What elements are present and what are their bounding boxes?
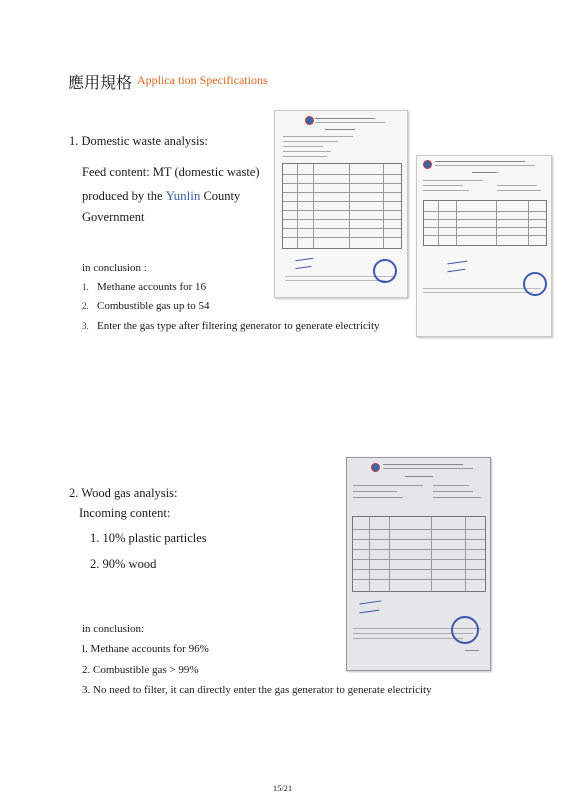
section1-item-2: 2. Combustible gas up to 54 (82, 300, 210, 312)
section2-item-2: 2. Combustible gas > 99% (82, 664, 199, 676)
official-seal-icon (373, 259, 397, 283)
report-table (352, 516, 486, 592)
section2-content-2: 2. 90% wood (90, 557, 157, 571)
section2-incoming-label: Incoming content: (79, 506, 171, 520)
signature (295, 260, 312, 269)
produced-suffix: County (200, 189, 241, 203)
official-seal-icon (451, 616, 479, 644)
lab-logo-icon (371, 463, 380, 472)
test-report-image-2 (416, 155, 552, 337)
page-title-chinese: 應用規格 (68, 73, 133, 92)
lab-logo-icon (423, 160, 432, 169)
report-table (423, 200, 547, 246)
section1-conclusion-label: in conclusion : (82, 262, 147, 274)
page-title-english: Applica tion Specifications (137, 73, 268, 87)
produced-prefix: produced by the (82, 189, 166, 203)
section2-heading: 2. Wood gas analysis: (69, 486, 178, 500)
section2-content-1: 1. 10% plastic particles (90, 531, 207, 545)
section1-produced-line (82, 188, 240, 204)
section2-item-3: 3. No need to filter, it can directly enter the gas generator to generate electricity (82, 684, 432, 696)
section2-conclusion-label: in conclusion: (82, 623, 145, 635)
section1-feed-content: Feed content: MT (domestic waste) (82, 165, 260, 179)
test-report-image-1 (274, 110, 408, 298)
official-seal-icon (523, 272, 547, 296)
signature (447, 263, 466, 272)
section1-heading: 1. Domestic waste analysis: (69, 134, 208, 148)
signature (359, 604, 380, 614)
section2-item-1: l. Methane accounts for 96% (82, 643, 209, 655)
report-table (282, 163, 402, 249)
section1-item-3: 3. Enter the gas type after filtering generator to generate electricity (82, 320, 380, 332)
produced-county: Yunlin (165, 188, 201, 203)
page-number: 15/21 (272, 783, 293, 793)
section1-government: Government (82, 210, 145, 224)
test-report-image-3 (346, 457, 491, 671)
section1-item-1: 1. Methane accounts for 16 (82, 281, 207, 293)
lab-logo-icon (305, 116, 314, 125)
